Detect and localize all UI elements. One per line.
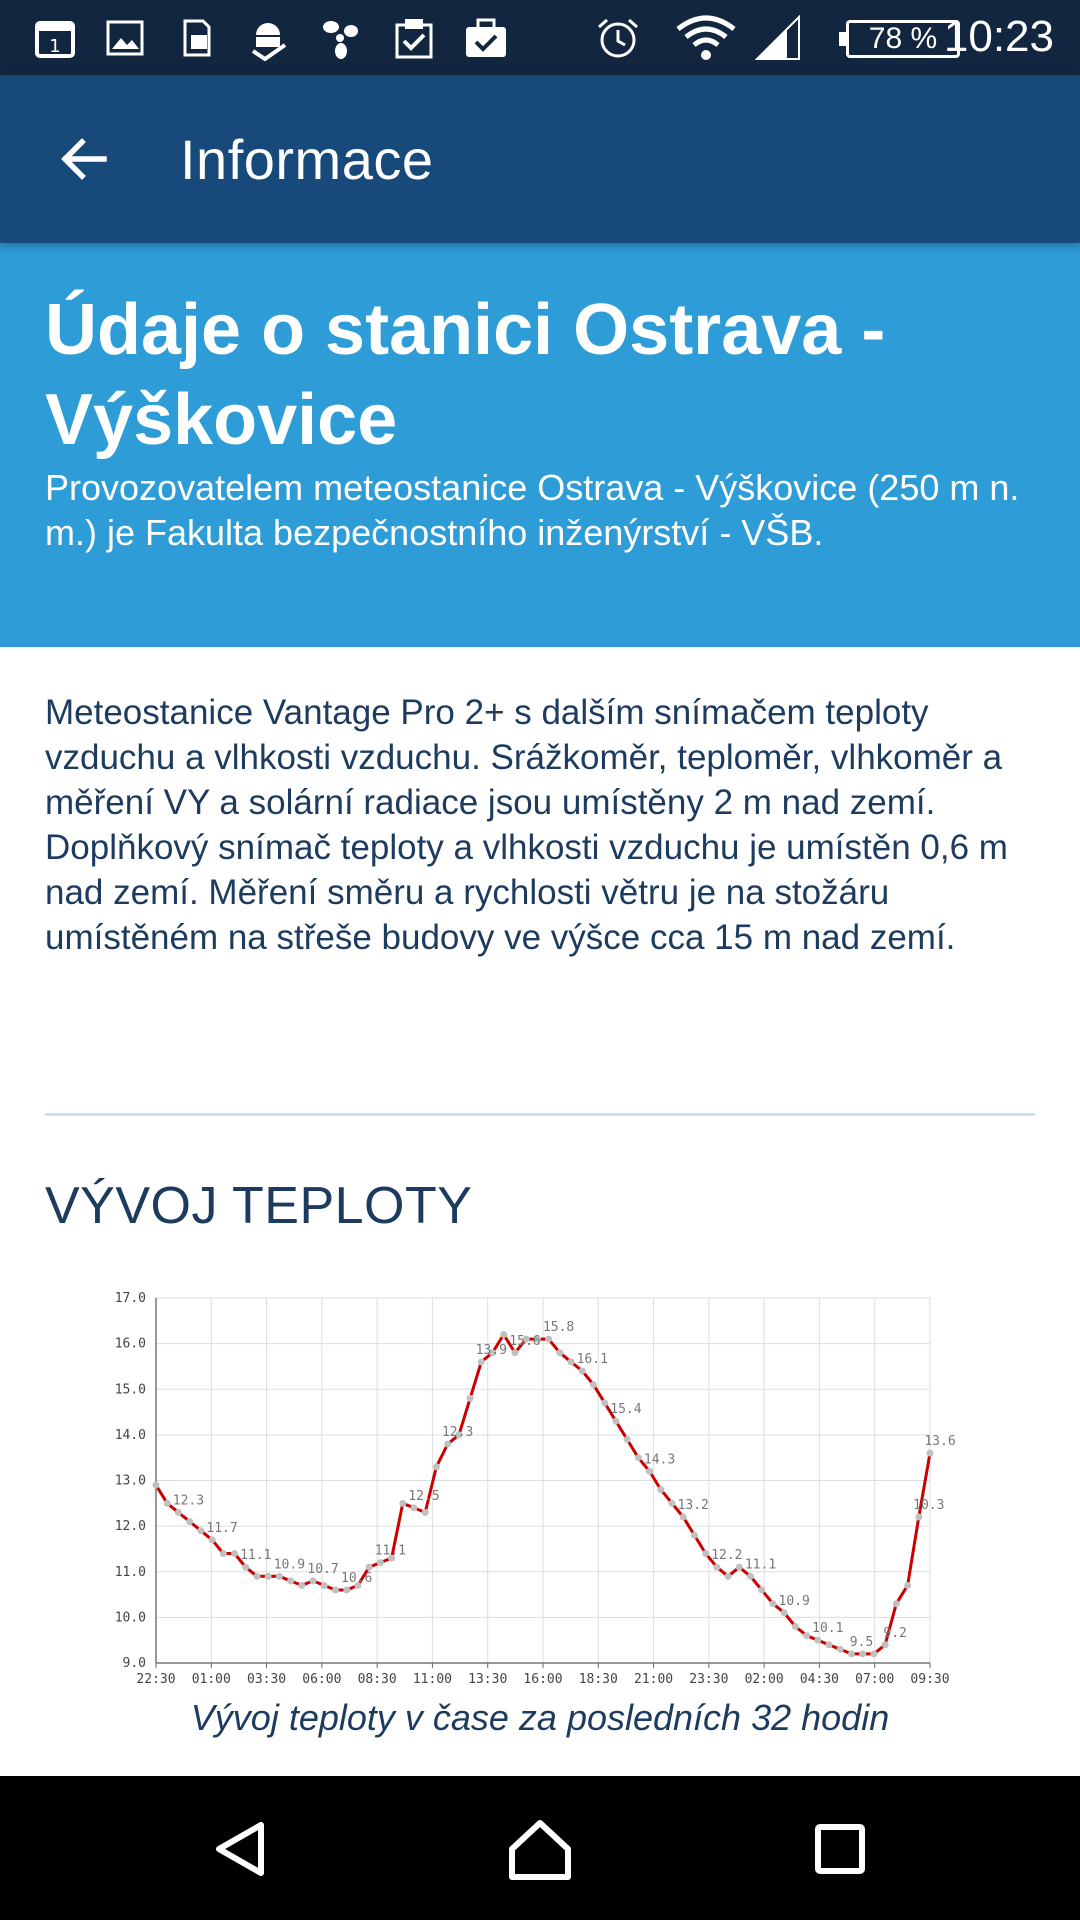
data-point bbox=[276, 1573, 283, 1580]
home-icon bbox=[506, 1815, 574, 1883]
data-point bbox=[568, 1358, 575, 1365]
data-point bbox=[175, 1509, 182, 1516]
status-time: 10:23 bbox=[943, 12, 1054, 61]
data-point bbox=[792, 1623, 799, 1630]
signal-icon bbox=[754, 16, 802, 60]
data-label: 10.6 bbox=[341, 1571, 373, 1586]
x-tick-label: 13:30 bbox=[468, 1672, 508, 1687]
data-point bbox=[736, 1564, 743, 1571]
briefcase-check-icon bbox=[462, 16, 510, 60]
y-tick-label: 11.0 bbox=[114, 1564, 146, 1580]
y-tick-label: 10.0 bbox=[114, 1610, 146, 1626]
data-point bbox=[377, 1559, 384, 1566]
data-point bbox=[870, 1650, 877, 1657]
data-point bbox=[601, 1399, 608, 1406]
data-point bbox=[153, 1482, 160, 1489]
data-point bbox=[444, 1441, 451, 1448]
arrow-back-icon bbox=[58, 133, 110, 185]
x-tick-label: 04:30 bbox=[799, 1672, 839, 1687]
data-point bbox=[265, 1573, 272, 1580]
station-description: Meteostanice Vantage Pro 2+ s dalším snímačem teploty vzduchu a vlhkosti vzduchu. Srážkoměr, teploměr, vlhkoměr a měření VY a solární radiace jsou umístěny 2 m nad zemí. Doplňkový snímač teploty a vlhkosti vzduchu je umístěn 0,6 m nad zemí. Měření směru a rychlosti větru je na stožáru umístěném na střeše budovy ve výšce cca 15 m nad zemí. bbox=[45, 693, 1008, 957]
nav-back-button[interactable] bbox=[196, 1804, 286, 1894]
data-point bbox=[669, 1500, 676, 1507]
data-point bbox=[332, 1587, 339, 1594]
data-point bbox=[399, 1500, 406, 1507]
data-label: 13.2 bbox=[677, 1498, 709, 1513]
nav-home-button[interactable] bbox=[495, 1804, 585, 1894]
data-point bbox=[242, 1564, 249, 1571]
data-point bbox=[422, 1509, 429, 1516]
data-label: 11.1 bbox=[240, 1548, 272, 1564]
data-point bbox=[287, 1577, 294, 1584]
image-icon bbox=[102, 16, 148, 60]
system-nav-bar bbox=[0, 1776, 1080, 1920]
x-tick-label: 02:00 bbox=[744, 1672, 784, 1687]
data-point bbox=[915, 1514, 922, 1521]
y-tick-label: 13.0 bbox=[114, 1473, 146, 1489]
data-point bbox=[511, 1349, 518, 1356]
data-point bbox=[209, 1536, 216, 1543]
data-point bbox=[624, 1436, 631, 1443]
battery-icon bbox=[846, 20, 960, 58]
data-point bbox=[478, 1358, 485, 1365]
data-label: 9.5 bbox=[849, 1634, 874, 1650]
data-label: 15.6 bbox=[509, 1333, 541, 1349]
data-point bbox=[758, 1587, 765, 1594]
chart-caption: Vývoj teploty v čase za posledních 32 hodin bbox=[190, 1697, 890, 1738]
data-point bbox=[826, 1641, 833, 1648]
temperature-chart-svg bbox=[100, 1285, 960, 1695]
data-label: 11.1 bbox=[374, 1543, 407, 1559]
data-label: 12.3 bbox=[172, 1493, 205, 1509]
x-tick-label: 03:30 bbox=[247, 1672, 287, 1687]
y-tick-label: 17.0 bbox=[114, 1291, 146, 1306]
data-point bbox=[848, 1650, 855, 1657]
data-point bbox=[747, 1573, 754, 1580]
station-header bbox=[0, 243, 1080, 647]
data-label: 10.9 bbox=[273, 1557, 306, 1573]
data-label: 10.7 bbox=[307, 1561, 339, 1577]
data-label: 9.2 bbox=[883, 1625, 907, 1641]
y-tick-label: 16.0 bbox=[114, 1336, 146, 1352]
data-point bbox=[500, 1331, 507, 1338]
data-point bbox=[725, 1573, 732, 1580]
wifi-icon bbox=[676, 16, 736, 60]
data-label: 10.9 bbox=[778, 1593, 810, 1609]
station-operator-text: Provozovatelem meteostanice Ostrava - Výškovice (250 m n. m.) je Fakulta bezpečnostního inženýrství - VŠB. bbox=[45, 467, 1020, 553]
calendar-day: 1 bbox=[49, 36, 61, 57]
data-label: 10.3 bbox=[913, 1498, 945, 1513]
data-point bbox=[657, 1486, 664, 1493]
x-tick-label: 23:30 bbox=[689, 1672, 729, 1687]
app-bar bbox=[0, 75, 1080, 243]
data-label: 14.3 bbox=[643, 1452, 676, 1468]
data-label: 13.9 bbox=[475, 1342, 507, 1358]
data-point bbox=[927, 1450, 934, 1457]
data-point bbox=[612, 1418, 619, 1425]
x-tick-label: 08:30 bbox=[357, 1672, 397, 1687]
x-tick-label: 09:30 bbox=[910, 1672, 950, 1687]
data-label: 13.6 bbox=[924, 1434, 956, 1450]
data-point bbox=[164, 1500, 171, 1507]
app-bar-title: Informace bbox=[180, 128, 434, 191]
data-point bbox=[321, 1582, 328, 1589]
sim-icon bbox=[176, 16, 216, 60]
data-point bbox=[310, 1577, 317, 1584]
x-tick-label: 22:30 bbox=[136, 1672, 176, 1687]
temperature-chart bbox=[100, 1285, 960, 1695]
data-point bbox=[859, 1650, 866, 1657]
back-button[interactable] bbox=[52, 127, 116, 191]
data-point bbox=[467, 1395, 474, 1402]
data-point bbox=[298, 1582, 305, 1589]
station-title: Údaje o stanici Ostrava - Výškovice bbox=[45, 290, 886, 460]
y-tick-label: 15.0 bbox=[114, 1382, 146, 1398]
data-point bbox=[231, 1550, 238, 1557]
nav-recents-button[interactable] bbox=[795, 1804, 885, 1894]
x-tick-label: 21:00 bbox=[634, 1672, 674, 1687]
data-label: 12.2 bbox=[711, 1548, 743, 1564]
data-label: 10.1 bbox=[812, 1621, 844, 1637]
calendar-icon bbox=[30, 16, 80, 60]
data-point bbox=[904, 1582, 911, 1589]
data-point bbox=[803, 1632, 810, 1639]
x-tick-label: 18:30 bbox=[578, 1672, 618, 1687]
data-point bbox=[713, 1564, 720, 1571]
x-tick-label: 01:00 bbox=[191, 1672, 231, 1687]
data-point bbox=[769, 1600, 776, 1607]
data-point bbox=[814, 1637, 821, 1644]
data-point bbox=[882, 1641, 889, 1648]
android-download-icon bbox=[244, 16, 292, 60]
data-label: 15.8 bbox=[542, 1320, 575, 1336]
data-point bbox=[680, 1514, 687, 1521]
data-label: 12.5 bbox=[408, 1488, 440, 1504]
data-point bbox=[186, 1518, 193, 1525]
recents-square-icon bbox=[810, 1819, 870, 1879]
data-point bbox=[197, 1527, 204, 1534]
data-label: 12.3 bbox=[441, 1425, 474, 1440]
y-tick-label: 9.0 bbox=[122, 1656, 146, 1671]
data-point bbox=[556, 1349, 563, 1356]
data-point bbox=[635, 1454, 642, 1461]
data-point bbox=[781, 1609, 788, 1616]
data-point bbox=[253, 1573, 260, 1580]
fan-icon bbox=[316, 16, 364, 60]
x-tick-label: 16:00 bbox=[523, 1672, 563, 1687]
data-label: 16.1 bbox=[576, 1352, 608, 1367]
data-point bbox=[691, 1532, 698, 1539]
data-point bbox=[220, 1550, 227, 1557]
data-point bbox=[579, 1368, 586, 1375]
data-label: 11.1 bbox=[744, 1557, 777, 1573]
battery-percentage: 78 % bbox=[868, 22, 938, 55]
data-point bbox=[702, 1550, 709, 1557]
x-tick-label: 07:00 bbox=[855, 1672, 895, 1687]
data-point bbox=[343, 1587, 350, 1594]
data-label: 15.4 bbox=[610, 1402, 642, 1418]
data-point bbox=[837, 1646, 844, 1653]
clipboard-check-icon bbox=[390, 16, 438, 60]
data-label: 11.7 bbox=[206, 1520, 238, 1536]
x-tick-label: 06:00 bbox=[302, 1672, 342, 1687]
data-point bbox=[433, 1463, 440, 1470]
data-point bbox=[590, 1381, 597, 1388]
section-divider bbox=[45, 1113, 1035, 1116]
data-point bbox=[366, 1564, 373, 1571]
alarm-icon bbox=[594, 16, 642, 60]
temperature-section-title: VÝVOJ TEPLOTY bbox=[45, 1177, 473, 1235]
data-point bbox=[893, 1600, 900, 1607]
y-tick-label: 12.0 bbox=[114, 1519, 146, 1535]
data-point bbox=[646, 1468, 653, 1475]
x-tick-label: 11:00 bbox=[412, 1672, 452, 1687]
status-bar bbox=[0, 0, 1080, 75]
data-point bbox=[545, 1336, 552, 1343]
data-point bbox=[411, 1504, 418, 1511]
back-triangle-icon bbox=[209, 1817, 273, 1881]
y-tick-label: 14.0 bbox=[114, 1427, 146, 1443]
